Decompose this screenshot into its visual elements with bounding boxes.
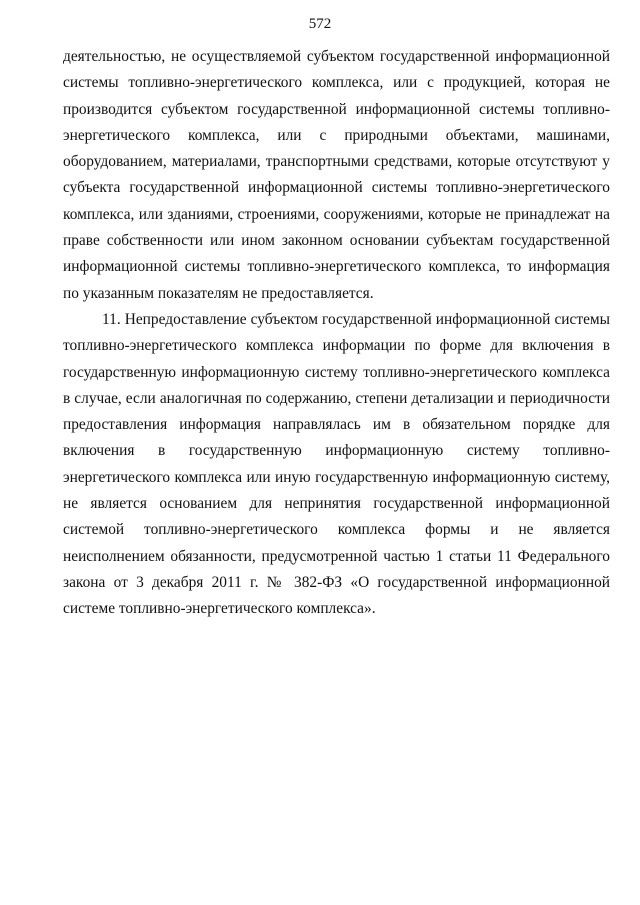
page-number: 572 — [308, 16, 332, 32]
page-content — [63, 44, 610, 623]
paragraph-continuation: деятельностью, не осуществляемой субъектом государственной информационной системы топливно-энергетического комплекса, или с продукцией, которая не производится субъектом государственной информационной системы топливно-энергетического комплекса, или с природными объектами, машинами, оборудованием, материалами, транспортными средствами, которые отсутствуют у субъекта государственной информационной системы топливно-энергетического комплекса, или зданиями, строениями, сооружениями, которые не принадлежат на праве собственности или ином законном основании субъектам государственной информационной системы топливно-энергетического комплекса, то информация по указанным показателям не предоставляется. — [63, 48, 610, 302]
paragraph-item-11: 11. Непредоставление субъектом государственной информационной системы топливно-энергетического комплекса информации по форме для включения в государственную информационную систему топливно-энергетического комплекса в случае, если аналогичная по содержанию, степени детализации и периодичности предоставления информация направлялась им в обязательном порядке для включения в государственную информационную систему топливно-энергетического комплекса или иную государственную информационную систему, не является основанием для непринятия государственной информационной системой топливно-энергетического комплекса формы и не является неисполнением обязанности, предусмотренной частью 1 статьи 11 Федерального закона от 3 декабря 2011 г. № 382-ФЗ «О государственной информационной системе топливно-энергетического комплекса». — [63, 310, 610, 618]
